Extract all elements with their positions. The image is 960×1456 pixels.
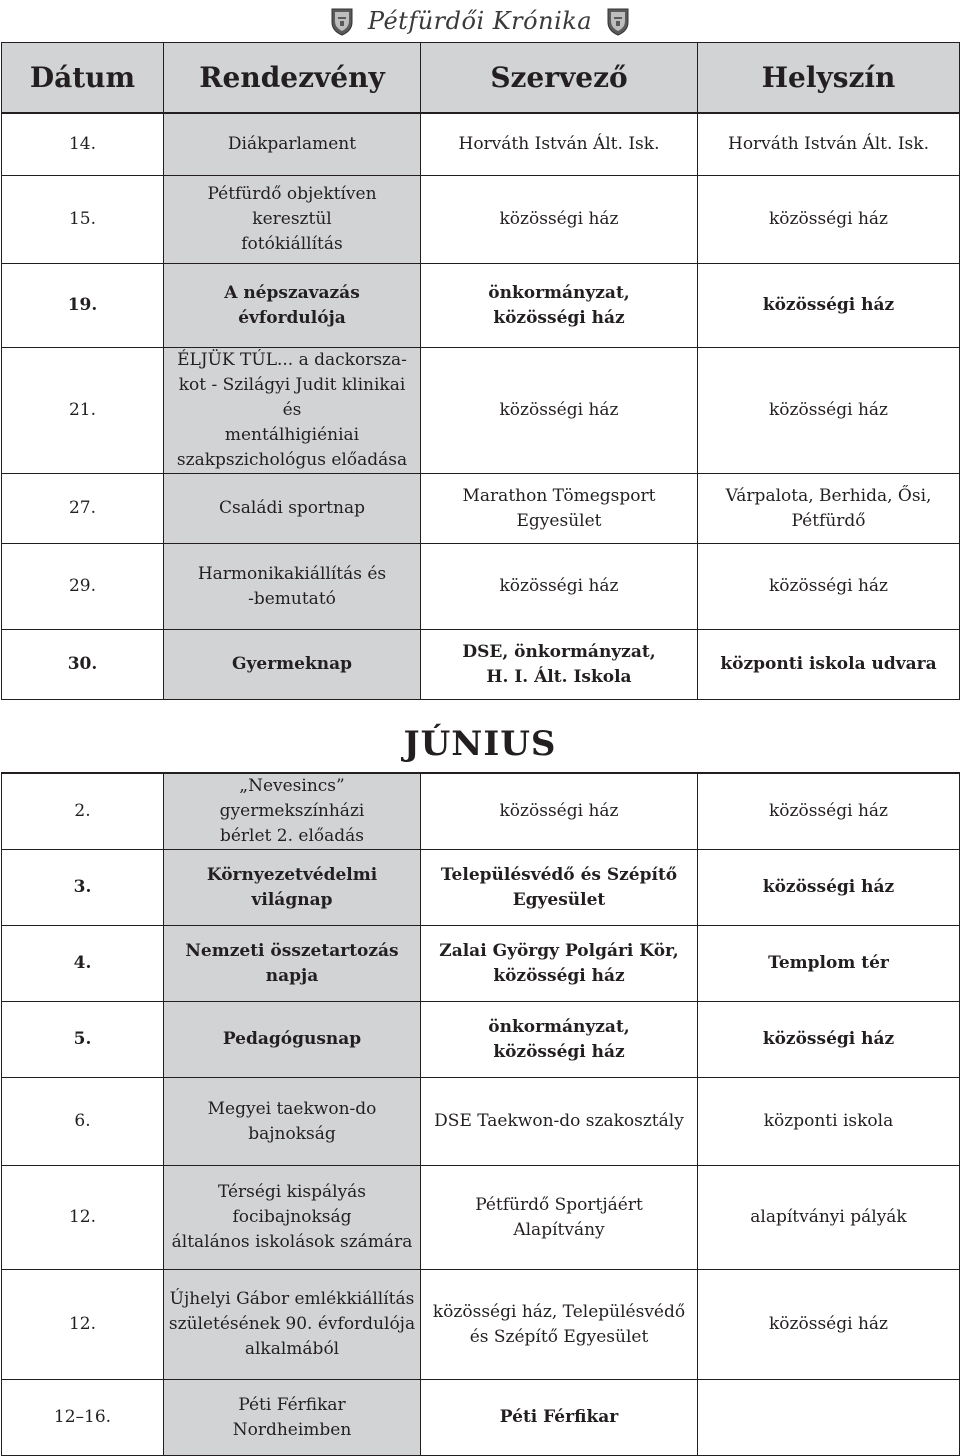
masthead [0, 0, 960, 42]
cell-venue: közösségi ház [698, 850, 960, 926]
cell-date: 29. [2, 544, 164, 630]
column-header-event: Rendezvény [164, 43, 421, 113]
month-heading: JÚNIUS [403, 724, 557, 764]
table-row [2, 1380, 960, 1456]
cell-venue: központi iskola udvara [698, 630, 960, 700]
cell-event: Harmonikakiállítás és -bemutató [164, 544, 421, 630]
column-header-date: Dátum [2, 43, 164, 113]
cell-organizer: Pétfürdő Sportjáért Alapítvány [421, 1166, 698, 1270]
column-header-organizer: Szervező [421, 43, 698, 113]
may-schedule-table [1, 42, 960, 700]
cell-event: Nemzeti összetartozás napja [164, 926, 421, 1002]
cell-event: Környezetvédelmi világnap [164, 850, 421, 926]
table-row [2, 348, 960, 474]
cell-venue: közösségi ház [698, 544, 960, 630]
cell-organizer: közösségi ház [421, 773, 698, 850]
table-row [2, 1270, 960, 1380]
cell-event: Gyermeknap [164, 630, 421, 700]
cell-date: 12. [2, 1166, 164, 1270]
cell-date: 15. [2, 176, 164, 264]
cell-date: 12–16. [2, 1380, 164, 1456]
table-row [2, 630, 960, 700]
cell-date: 30. [2, 630, 164, 700]
cell-venue: közösségi ház [698, 1270, 960, 1380]
cell-venue: közösségi ház [698, 176, 960, 264]
table-row [2, 1078, 960, 1166]
cell-event: Pétfürdő objektíven keresztül fotókiállítás [164, 176, 421, 264]
cell-date: 27. [2, 474, 164, 544]
table-row [2, 264, 960, 348]
cell-venue: közösségi ház [698, 264, 960, 348]
cell-event: Családi sportnap [164, 474, 421, 544]
cell-date: 12. [2, 1270, 164, 1380]
cell-organizer: DSE, önkormányzat, H. I. Ált. Iskola [421, 630, 698, 700]
cell-date: 6. [2, 1078, 164, 1166]
cell-date: 2. [2, 773, 164, 850]
cell-date: 14. [2, 113, 164, 176]
cell-organizer: Horváth István Ált. Isk. [421, 113, 698, 176]
cell-organizer: önkormányzat, közösségi ház [421, 264, 698, 348]
cell-event: Péti Férfikar Nordheimben [164, 1380, 421, 1456]
cell-organizer: közösségi ház [421, 348, 698, 474]
cell-date: 19. [2, 264, 164, 348]
cell-organizer: közösségi ház, Településvédő és Szépítő Egyesület [421, 1270, 698, 1380]
table-row [2, 474, 960, 544]
cell-event: Térségi kispályás focibajnokság általános iskolások számára [164, 1166, 421, 1270]
cell-event: Újhelyi Gábor emlékkiállítás születésének 90. évfordulója alkalmából [164, 1270, 421, 1380]
cell-organizer: Településvédő és Szépítő Egyesület [421, 850, 698, 926]
cell-organizer: DSE Taekwon-do szakosztály [421, 1078, 698, 1166]
table-row [2, 1166, 960, 1270]
cell-date: 5. [2, 1002, 164, 1078]
cell-venue: Várpalota, Berhida, Ősi, Pétfürdő [698, 474, 960, 544]
cell-venue [698, 1380, 960, 1456]
cell-organizer: Zalai György Polgári Kör, közösségi ház [421, 926, 698, 1002]
cell-venue: központi iskola [698, 1078, 960, 1166]
cell-organizer: közösségi ház [421, 544, 698, 630]
cell-event: Pedagógusnap [164, 1002, 421, 1078]
column-header-venue: Helyszín [698, 43, 960, 113]
cell-organizer: Marathon Tömegsport Egyesület [421, 474, 698, 544]
publication-title: Pétfürdői Krónika [367, 7, 593, 35]
june-schedule-body [2, 773, 960, 1456]
table-row [2, 176, 960, 264]
cell-organizer: önkormányzat, közösségi ház [421, 1002, 698, 1078]
cell-date: 21. [2, 348, 164, 474]
cell-event: Diákparlament [164, 113, 421, 176]
cell-venue: közösségi ház [698, 348, 960, 474]
cell-venue: Horváth István Ált. Isk. [698, 113, 960, 176]
june-schedule-table [1, 772, 960, 1456]
cell-event: „Nevesincs” gyermekszínházi bérlet 2. előadás [164, 773, 421, 850]
cell-venue: közösségi ház [698, 1002, 960, 1078]
may-schedule-body [2, 113, 960, 700]
table-row [2, 773, 960, 850]
table-row [2, 544, 960, 630]
cell-event: A népszavazás évfordulója [164, 264, 421, 348]
table-header-row [2, 43, 960, 113]
cell-venue: Templom tér [698, 926, 960, 1002]
table-row [2, 850, 960, 926]
table-row [2, 113, 960, 176]
cell-date: 3. [2, 850, 164, 926]
table-row [2, 926, 960, 1002]
cell-date: 4. [2, 926, 164, 1002]
crest-icon [606, 6, 630, 36]
cell-organizer: Péti Férfikar [421, 1380, 698, 1456]
cell-venue: alapítványi pályák [698, 1166, 960, 1270]
cell-venue: közösségi ház [698, 773, 960, 850]
cell-organizer: közösségi ház [421, 176, 698, 264]
table-row [2, 1002, 960, 1078]
month-heading-area [0, 700, 960, 772]
crest-icon [330, 6, 354, 36]
cell-event: Megyei taekwon-do bajnokság [164, 1078, 421, 1166]
cell-event: ÉLJÜK TÚL... a dackorsza- kot - Szilágyi Judit klinikai és mentálhigiéniai szakpszichológus előadása [164, 348, 421, 474]
